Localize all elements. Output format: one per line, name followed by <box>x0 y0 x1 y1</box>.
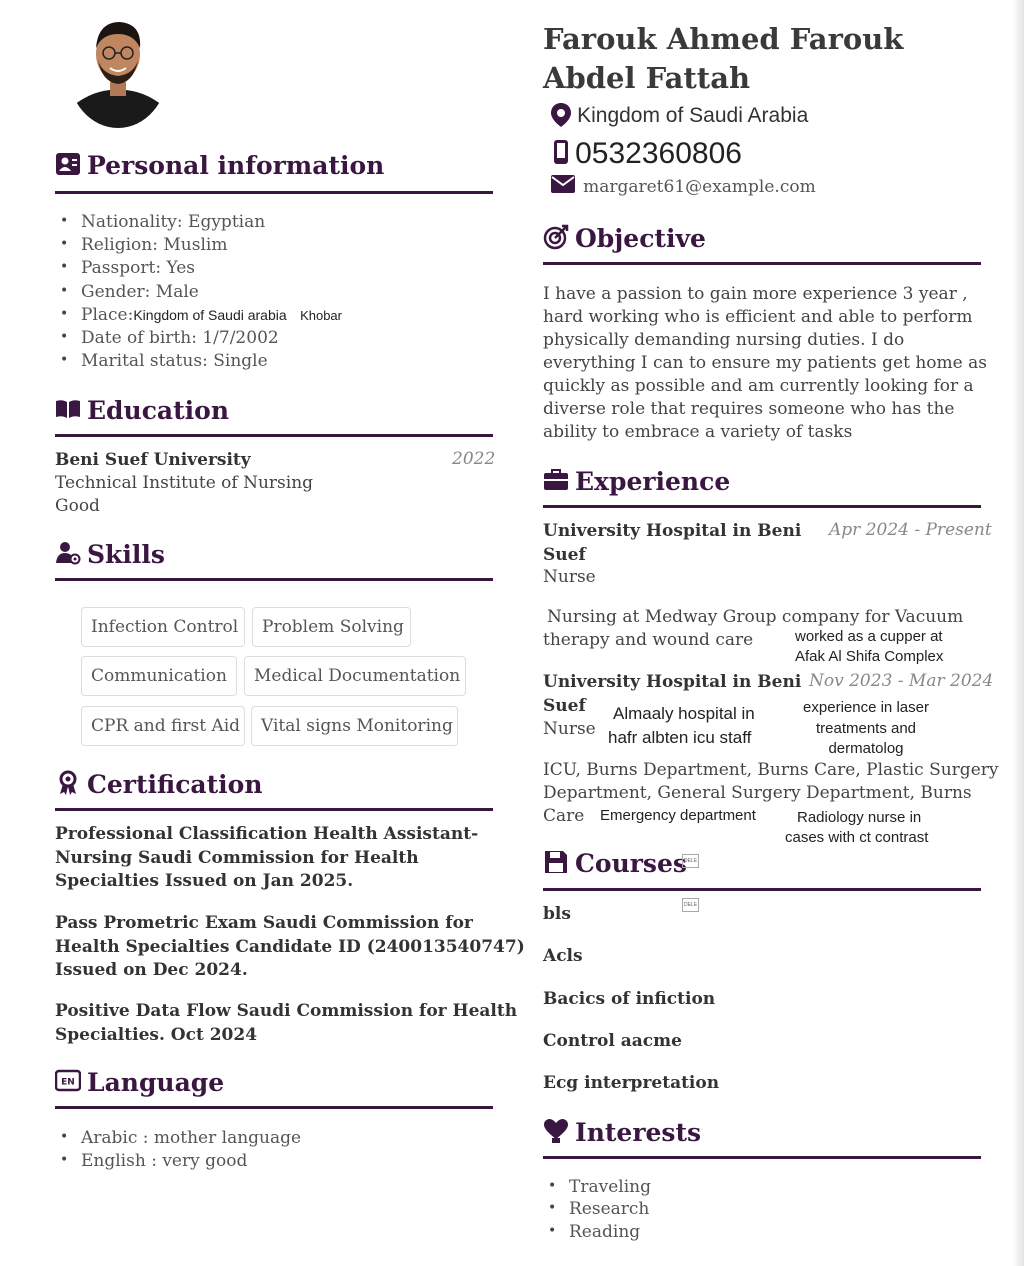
job1-role: Nurse <box>543 567 596 587</box>
personal-info-rule <box>55 191 493 194</box>
personal-item-marital: • Marital status: Single <box>81 351 268 371</box>
phone-text: 0532360806 <box>575 137 742 170</box>
certification-item: Professional Classification Health Assistant- Nursing Saudi Commission for Health Specialties Issued on Jan 2025. <box>55 824 479 891</box>
course-item-ecg: Ecg interpretation <box>543 1073 720 1093</box>
interest-item-reading: • Reading <box>569 1222 640 1242</box>
personal-item-religion: • Religion: Muslim <box>81 235 227 255</box>
course-badge: DELE <box>682 898 699 912</box>
place-value: Kingdom of Saudi arabia <box>133 307 287 323</box>
education-institute: Technical Institute of Nursing <box>55 473 314 493</box>
experience-rule <box>543 505 981 508</box>
skills-rule <box>55 578 493 581</box>
interest-item-traveling: • Traveling <box>569 1177 651 1197</box>
skill-chip-problem-solving: Problem Solving <box>252 607 411 647</box>
email-text[interactable]: margaret61@example.com <box>583 177 816 197</box>
award-ribbon-icon <box>55 770 81 796</box>
language-title: EN Language <box>55 1068 224 1097</box>
job2-role: Nurse <box>543 719 596 739</box>
job2-note-hospital: Almaaly hospital in hafr albten icu staff <box>608 704 755 747</box>
education-university: Beni Suef University <box>55 450 251 470</box>
experience-title: Experience <box>543 467 730 496</box>
course-item-bls: bls <box>543 904 571 924</box>
education-rule <box>55 434 493 437</box>
courses-rule <box>543 888 981 891</box>
location-pin-icon <box>550 102 572 132</box>
personal-item-gender: • Gender: Male <box>81 282 199 302</box>
book-icon <box>55 396 81 422</box>
language-item-arabic: • Arabic : mother language <box>81 1128 301 1148</box>
objective-text: I have a passion to gain more experience 3 year , hard working who is efficient and able to perform physically demanding nursing duties. I do everything I can to ensure my patients get home as quickly as possible and am currently looking for a diverse role that requires someone who has the ability to embrace a variety of tasks <box>543 284 987 442</box>
job2-note-emergency: Emergency department <box>600 807 756 824</box>
job2-note-radiology: Radiology nurse in cases with ct contrast <box>785 809 929 846</box>
skill-chip-medical-documentation: Medical Documentation <box>244 656 466 696</box>
briefcase-icon <box>543 467 569 493</box>
course-item-control: Control aacme <box>543 1031 682 1051</box>
job2-note-laser: experience in laser treatments and dermatolog <box>803 699 929 757</box>
skill-chip-infection-control: Infection Control <box>81 607 245 647</box>
skill-chip-vital-signs: Vital signs Monitoring <box>251 706 458 746</box>
language-rule <box>55 1106 493 1109</box>
interest-item-research: • Research <box>569 1199 649 1219</box>
page-edge-shadow <box>1012 0 1024 1266</box>
skill-chip-communication: Communication <box>81 656 237 696</box>
skills-person-icon <box>55 540 81 566</box>
interests-title: Interests <box>543 1118 701 1147</box>
objective-title: Objective <box>543 224 706 253</box>
course-item-infection: Bacics of infiction <box>543 989 716 1009</box>
education-title: Education <box>55 396 229 425</box>
job1-employer: University Hospital in Beni Suef <box>543 521 802 565</box>
certification-title: Certification <box>55 770 263 799</box>
personal-item-dob: • Date of birth: 1/7/2002 <box>81 328 279 348</box>
certification-item: Pass Prometric Exam Saudi Commission for Health Specialties Candidate ID (240013540747) Issued on Dec 2024. <box>55 913 525 980</box>
email-row <box>550 174 816 198</box>
profile-photo <box>68 12 168 128</box>
objective-rule <box>543 262 981 265</box>
name-line-1: Farouk Ahmed Farouk <box>543 22 904 56</box>
phone-row <box>552 137 742 171</box>
job1-description: Nursing at Medway Group company for Vacuum therapy and wound care <box>543 607 964 650</box>
location-text: Kingdom of Saudi Arabia <box>577 104 809 127</box>
target-icon <box>543 224 569 250</box>
job1-date: Apr 2024 - Present <box>829 520 992 540</box>
courses-title: Courses <box>543 849 687 878</box>
course-badge: DELE <box>682 854 699 868</box>
interests-rule <box>543 1156 981 1159</box>
job2-employer: University Hospital in Beni Suef <box>543 672 802 716</box>
personal-item-place <box>81 305 342 325</box>
personal-info-title: Personal information <box>55 151 384 180</box>
phone-icon <box>552 139 570 169</box>
job2-description: ICU, Burns Department, Burns Care, Plastic Surgery Department, General Surgery Department, Burns Care <box>543 760 999 826</box>
personal-item-nationality: • Nationality: Egyptian <box>81 212 265 232</box>
id-card-icon <box>55 151 81 177</box>
place-label: Place: <box>81 305 134 325</box>
language-icon <box>55 1068 81 1094</box>
job1-note: worked as a cupper at Afak Al Shifa Complex <box>795 628 944 665</box>
candidate-name <box>543 20 903 98</box>
personal-item-passport: • Passport: Yes <box>81 258 195 278</box>
heart-hands-icon <box>543 1118 569 1144</box>
save-disk-icon <box>543 849 569 875</box>
course-item-acls: Acls <box>543 946 583 966</box>
skill-chip-cpr: CPR and first Aid <box>81 706 245 746</box>
education-year: 2022 <box>452 449 496 469</box>
job2-date: Nov 2023 - Mar 2024 <box>809 671 994 691</box>
mail-icon <box>550 174 576 198</box>
certification-item: Positive Data Flow Saudi Commission for Health Specialties. Oct 2024 <box>55 1001 518 1045</box>
language-item-english: • English : very good <box>81 1151 247 1171</box>
location-row <box>550 102 808 132</box>
svg-text:EN: EN <box>61 1077 75 1088</box>
skills-title: Skills <box>55 540 165 569</box>
education-grade: Good <box>55 496 100 516</box>
certification-rule <box>55 808 493 811</box>
name-line-2: Abdel Fattah <box>543 61 751 95</box>
place-city: Khobar <box>300 308 342 323</box>
